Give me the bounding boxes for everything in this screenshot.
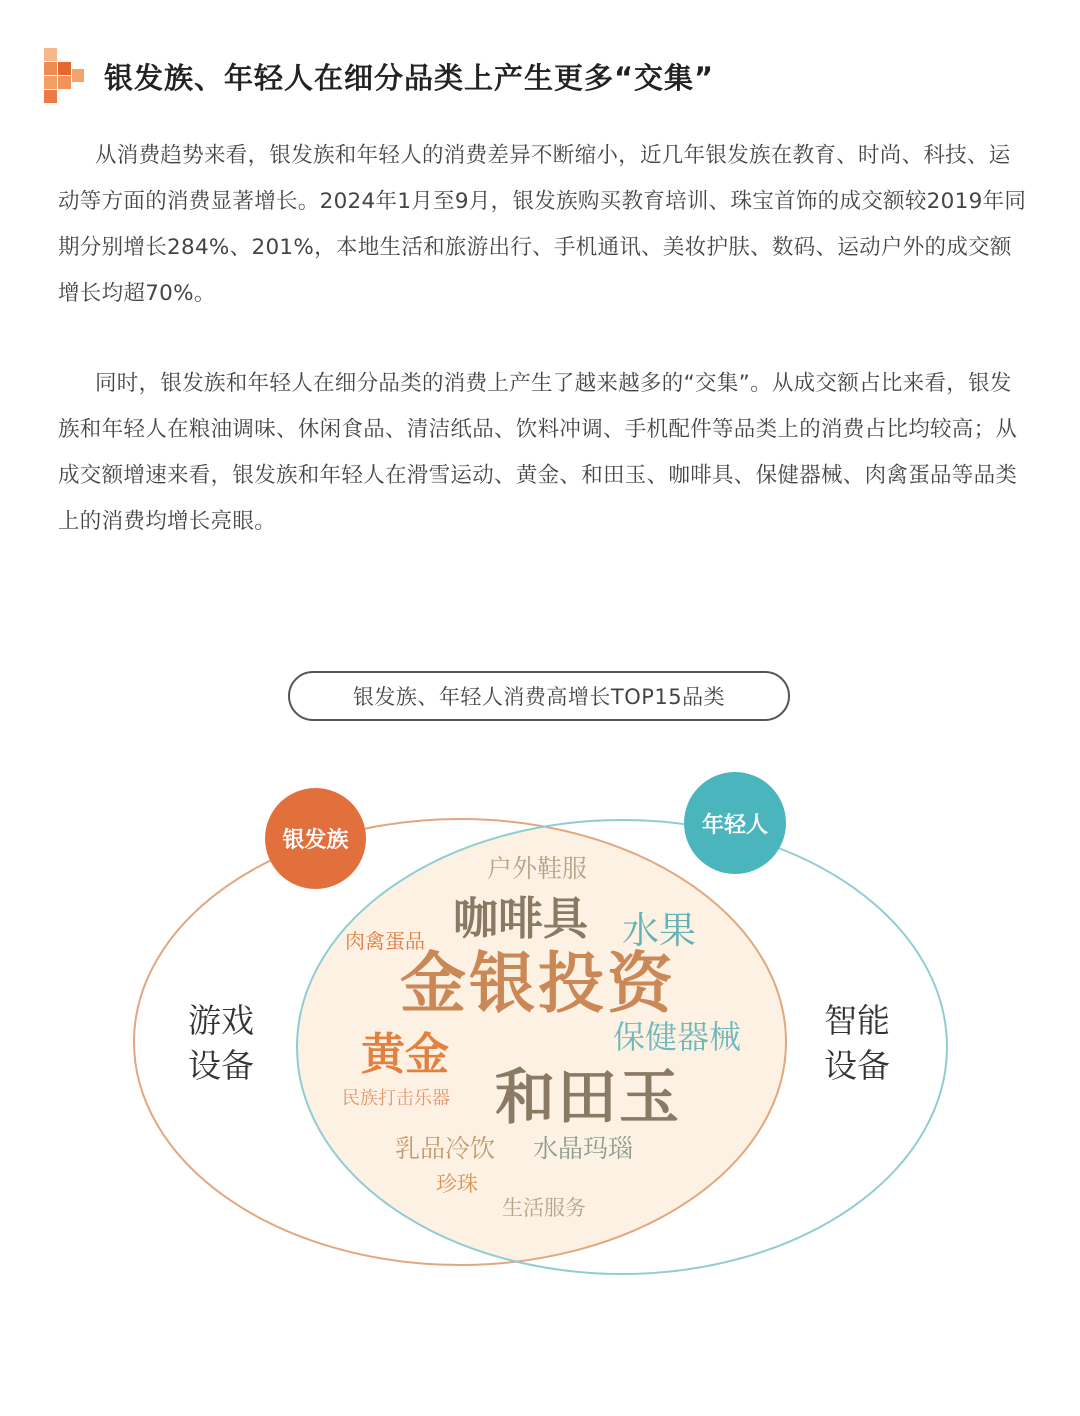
word-health-equipment: 保健器械 — [613, 1018, 742, 1056]
word-meat-eggs: 肉禽蛋品 — [345, 929, 425, 953]
word-dairy-cold-drinks: 乳品冷饮 — [395, 1134, 496, 1163]
word-pearl: 珍珠 — [436, 1172, 478, 1196]
diagram-title: 银发族、年轻人消费高增长TOP15品类 — [288, 671, 790, 721]
right-only-category — [824, 998, 890, 1088]
page-title: 银发族、年轻人在细分品类上产生更多“交集” — [104, 61, 715, 95]
silver-group-badge: 银发族 — [265, 788, 366, 889]
word-life-services: 生活服务 — [502, 1196, 586, 1220]
right-only-line-1: 智能 — [824, 1001, 890, 1040]
left-only-line-1: 游戏 — [188, 1001, 254, 1040]
right-only-line-2: 设备 — [824, 1046, 890, 1085]
word-outdoor-apparel: 户外鞋服 — [487, 854, 588, 883]
word-crystal-agate: 水晶玛瑙 — [533, 1134, 634, 1163]
word-gold-silver-investment: 金银投资 — [400, 945, 676, 1022]
left-only-line-2: 设备 — [188, 1046, 254, 1085]
word-fruit: 水果 — [622, 909, 696, 952]
word-ethnic-percussion: 民族打击乐器 — [342, 1088, 450, 1109]
paragraph-intersection: 同时，银发族和年轻人在细分品类的消费上产生了越来越多的“交集”。从成交额占比来看，银发族和年轻人在粮油调味、休闲食品、清洁纸品、饮料冲调、手机配件等品类上的消费占比均较高；从成交额增速来看，银发族和年轻人在滑雪运动、黄金、和田玉、咖啡具、保健器械、肉禽蛋品等品类上的消费均增长亮眼。 — [58, 371, 1018, 534]
word-coffee-ware: 咖啡具 — [453, 892, 589, 945]
word-gold: 黄金 — [361, 1029, 449, 1080]
young-group-badge: 年轻人 — [684, 772, 786, 874]
word-hetian-jade: 和田玉 — [495, 1063, 681, 1133]
logo-icon — [44, 48, 84, 104]
paragraph-trend: 从消费趋势来看，银发族和年轻人的消费差异不断缩小，近几年银发族在教育、时尚、科技、运动等方面的消费显著增长。2024年1月至9月，银发族购买教育培训、珠宝首饰的成交额较2019年同期分别增长284%、201%，本地生活和旅游出行、手机通讯、美妆护肤、数码、运动户外的成交额增长均超70%。 — [58, 143, 1027, 306]
left-only-category — [188, 998, 254, 1088]
